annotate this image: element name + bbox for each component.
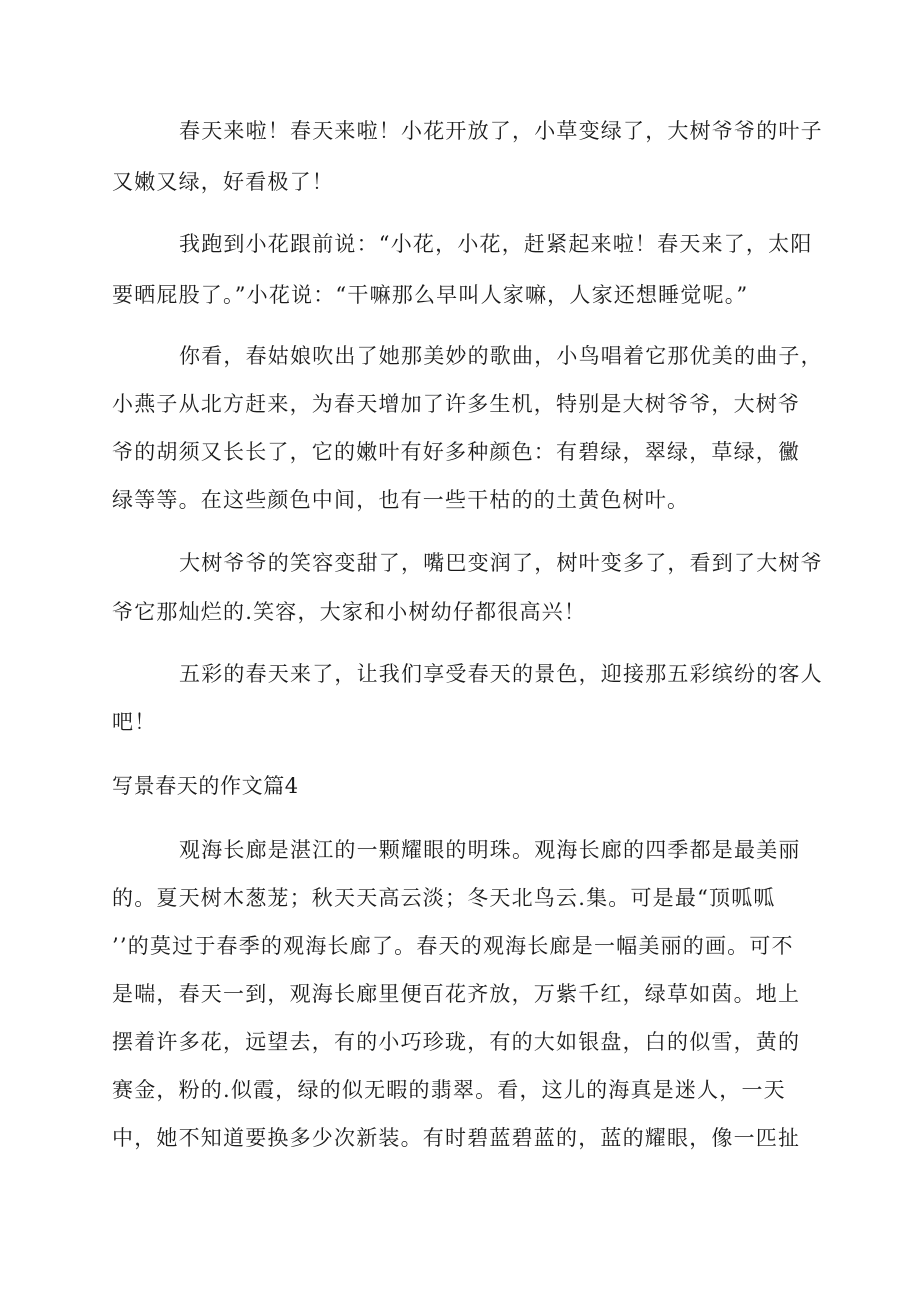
paragraph-line: 中，她不知道要换多少次新装。有时碧蓝碧蓝的，蓝的耀眼，像一匹扯	[112, 1126, 801, 1150]
section-heading: 写景春天的作文篇4	[112, 774, 299, 798]
paragraph-line: 爷的胡须又长长了，它的嫩叶有好多种颜色：有碧绿，翠绿，草绿，黴	[112, 440, 801, 464]
paragraph-line: 我跑到小花跟前说：“小花，小花，赶紧起来啦！春天来了，太阳	[179, 232, 813, 256]
paragraph-line: 爷它那灿烂的.笑容，大家和小树幼仔都很高兴！	[112, 600, 587, 624]
paragraph-line: 春天来啦！春天来啦！小花开放了，小草变绿了，大树爷爷的叶子	[179, 119, 823, 143]
paragraph-line: 是喘，春天一到，观海长廊里便百花齐放，万紫千红，绿草如茵。地上	[112, 982, 801, 1006]
paragraph-line: 小燕子从北方赶来，为春天增加了许多生机，特别是大树爷爷，大树爷	[112, 392, 801, 416]
paragraph-line: 要晒屁股了。”小花说：“干嘛那么早叫人家嘛，人家还想睡觉呢。”	[112, 283, 749, 307]
paragraph-line: 你看，春姑娘吹出了她那美妙的歌曲，小鸟唱着它那优美的曲子，	[179, 344, 823, 368]
paragraph-line: 大树爷爷的笑容变甜了，嘴巴变润了，树叶变多了，看到了大树爷	[179, 551, 823, 575]
paragraph-line: 吧！	[112, 710, 157, 734]
paragraph-line: 的。夏天树木葱茏；秋天天高云淡；冬天北鸟云.集。可是最“顶呱呱	[112, 886, 776, 910]
paragraph-line: 摆着许多花，远望去，有的小巧珍珑，有的大如银盘，白的似雪，黄的	[112, 1030, 801, 1054]
paragraph-line: 绿等等。在这些颜色中间，也有一些干枯的的土黄色树叶。	[112, 488, 690, 512]
paragraph-line: ’’的莫过于春季的观海长廊了。春天的观海长廊是一幅美丽的画。可不	[112, 934, 794, 958]
paragraph-line: 赛金，粉的.似霞，绿的似无暇的翡翠。看，这儿的海真是迷人，一天	[112, 1078, 786, 1102]
paragraph-line: 又嫩又绿，好看极了！	[112, 170, 334, 194]
paragraph-line: 观海长廊是湛江的一颗耀眼的明珠。观海长廊的四季都是最美丽	[179, 838, 801, 862]
paragraph-line: 五彩的春天来了，让我们享受春天的景色，迎接那五彩缤纷的客人	[179, 662, 823, 686]
